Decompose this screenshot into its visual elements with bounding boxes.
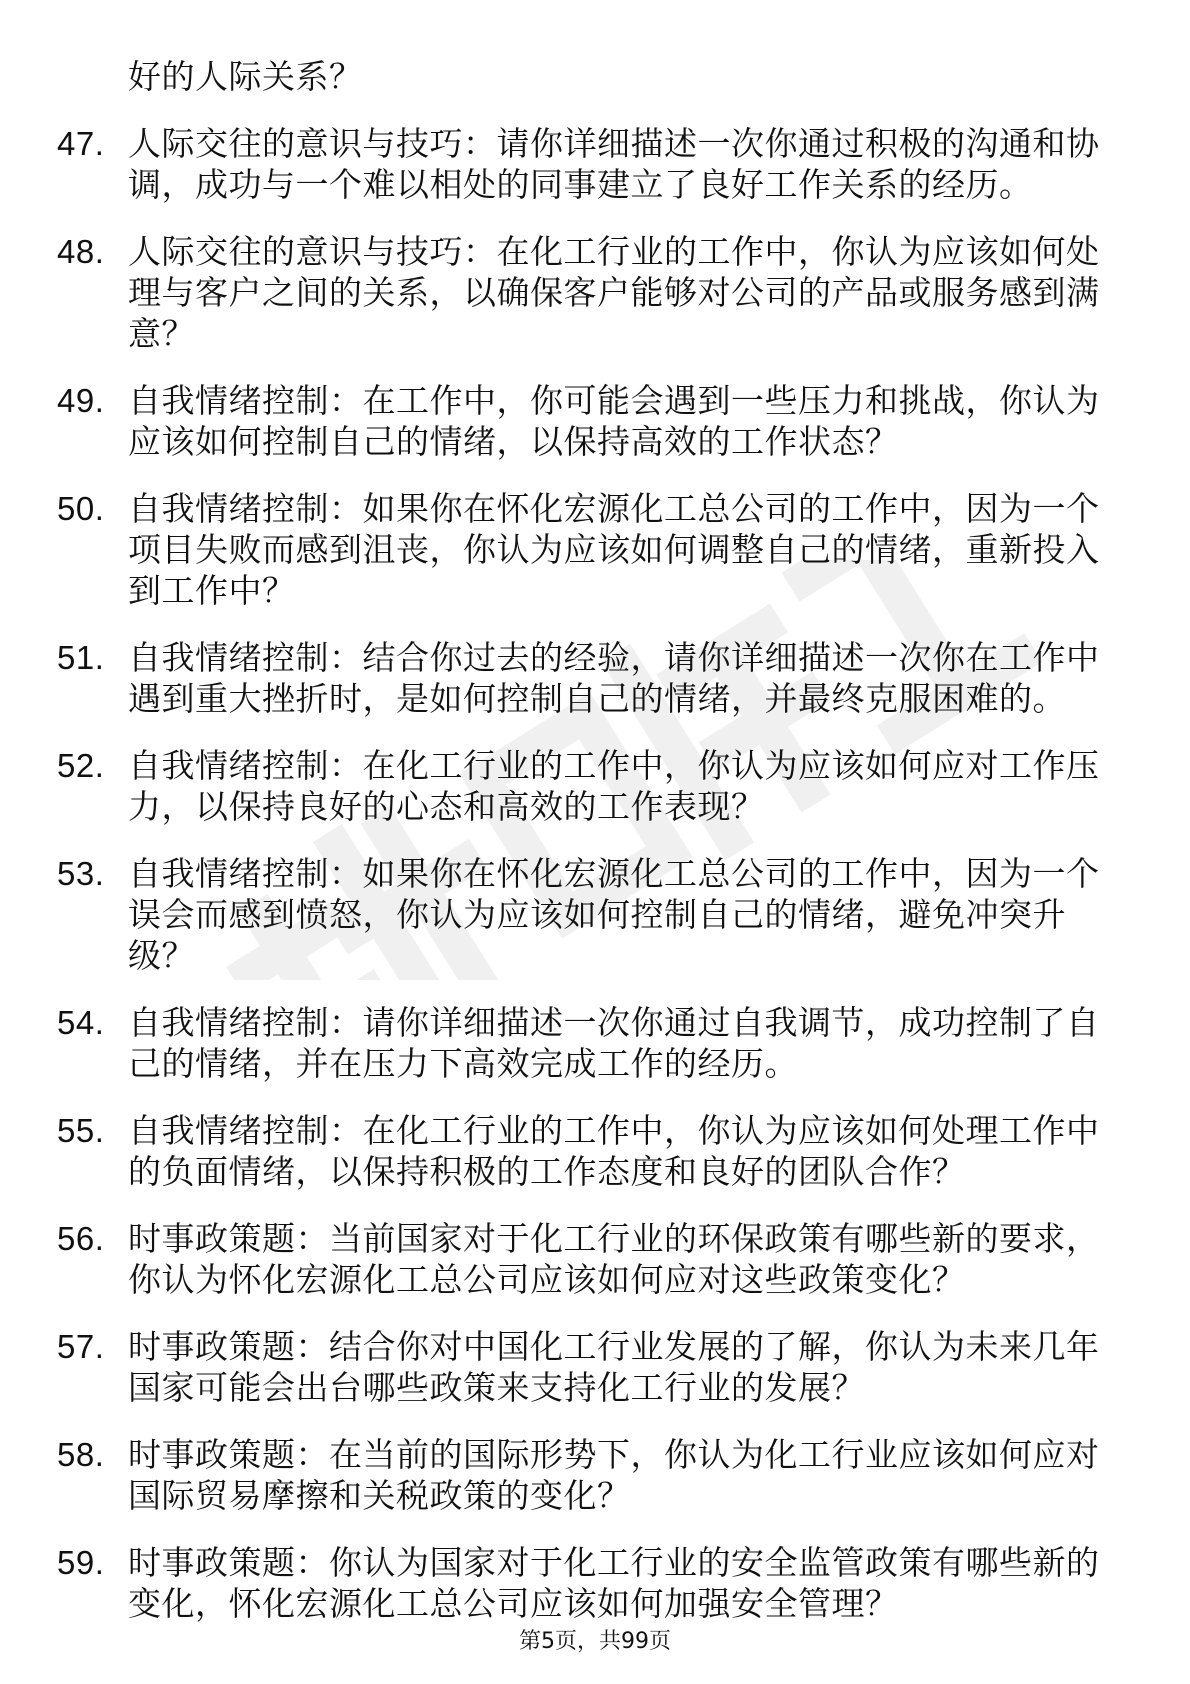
question-item	[0, 1002, 1190, 1084]
question-number: 58.	[57, 1436, 105, 1473]
question-number: 56.	[57, 1220, 105, 1257]
question-item	[0, 56, 1190, 97]
question-text: 自我情绪控制：在化工行业的工作中，你认为应该如何处理工作中的负面情绪，以保持积极的工作态度和良好的团队合作？	[128, 1111, 1100, 1191]
question-text: 自我情绪控制：在化工行业的工作中，你认为应该如何应对工作压力，以保持良好的心态和高效的工作表现？	[128, 746, 1100, 826]
question-number: 59.	[57, 1544, 105, 1581]
question-item	[0, 745, 1190, 827]
question-number: 52.	[57, 747, 105, 784]
question-list	[0, 56, 1190, 1650]
page-footer	[0, 1628, 1190, 1656]
question-item	[0, 380, 1190, 462]
question-number: 48.	[57, 233, 105, 270]
question-item	[0, 1110, 1190, 1192]
page-number-label: 第5页，共99页	[519, 1629, 671, 1654]
question-item	[0, 1218, 1190, 1300]
question-item	[0, 1326, 1190, 1408]
question-text: 时事政策题：你认为国家对于化工行业的安全监管政策有哪些新的变化，怀化宏源化工总公司应该如何加强安全管理？	[128, 1543, 1100, 1623]
question-item	[0, 231, 1190, 354]
question-item	[0, 123, 1190, 205]
question-item	[0, 488, 1190, 611]
question-text: 时事政策题：在当前的国际形势下，你认为化工行业应该如何应对国际贸易摩擦和关税政策的变化？	[128, 1435, 1100, 1515]
question-text: 人际交往的意识与技巧：请你详细描述一次你通过积极的沟通和协调，成功与一个难以相处的同事建立了良好工作关系的经历。	[128, 124, 1100, 204]
question-text: 自我情绪控制：在工作中，你可能会遇到一些压力和挑战，你认为应该如何控制自己的情绪，以保持高效的工作状态？	[128, 381, 1100, 461]
question-number: 57.	[57, 1328, 105, 1365]
question-item	[0, 853, 1190, 976]
question-text: 时事政策题：当前国家对于化工行业的环保政策有哪些新的要求，你认为怀化宏源化工总公司应该如何应对这些政策变化？	[128, 1219, 1100, 1299]
question-number: 47.	[57, 125, 105, 162]
question-text: 时事政策题：结合你对中国化工行业发展的了解，你认为未来几年国家可能会出台哪些政策来支持化工行业的发展？	[128, 1327, 1100, 1407]
question-text: 自我情绪控制：如果你在怀化宏源化工总公司的工作中，因为一个误会而感到愤怒，你认为应该如何控制自己的情绪，避免冲突升级？	[128, 854, 1100, 975]
question-text: 好的人际关系？	[128, 57, 363, 96]
question-number: 54.	[57, 1004, 105, 1041]
question-text: 自我情绪控制：结合你过去的经验，请你详细描述一次你在工作中遇到重大挫折时，是如何控制自己的情绪，并最终克服困难的。	[128, 638, 1100, 718]
question-number: 51.	[57, 639, 105, 676]
question-text: 自我情绪控制：如果你在怀化宏源化工总公司的工作中，因为一个项目失败而感到沮丧，你认为应该如何调整自己的情绪，重新投入到工作中？	[128, 489, 1100, 610]
question-item	[0, 1434, 1190, 1516]
question-number: 53.	[57, 855, 105, 892]
question-number: 50.	[57, 490, 105, 527]
question-number: 49.	[57, 382, 105, 419]
question-item	[0, 637, 1190, 719]
question-item	[0, 1542, 1190, 1624]
question-text: 人际交往的意识与技巧：在化工行业的工作中，你认为应该如何处理与客户之间的关系，以确保客户能够对公司的产品或服务感到满意？	[128, 232, 1100, 353]
question-number: 55.	[57, 1112, 105, 1149]
question-text: 自我情绪控制：请你详细描述一次你通过自我调节，成功控制了自己的情绪，并在压力下高效完成工作的经历。	[128, 1003, 1100, 1083]
